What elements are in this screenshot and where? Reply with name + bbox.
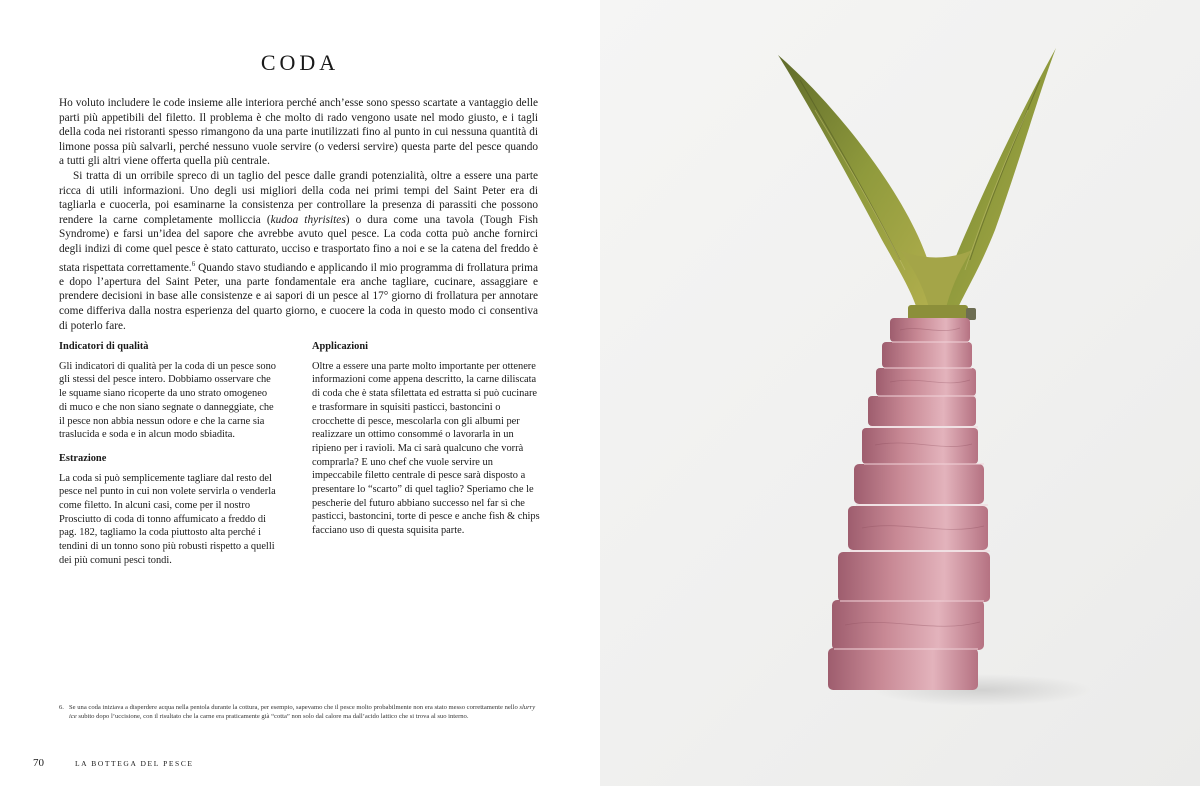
tail-fins <box>778 48 1056 321</box>
intro-italic-term: kudoa thyrisites <box>270 213 346 226</box>
quality-text: Gli indicatori di qualità per la coda di un pesce sono gli stessi del pesce intero. Dobbiamo osservare che le squame siano ricoperte da uno strato omogeneo di muco e che non siano segnate o danneggiate, che il pesce non abbia nessun odore e che la carne sia traslucida e soda e in alcun modo sbiadita. <box>59 360 276 441</box>
fish-tail-photo <box>600 0 1200 786</box>
footnote-number: 6. <box>59 704 64 711</box>
page-number: 70 <box>33 757 44 769</box>
footnote-text <box>59 703 539 721</box>
running-head: LA BOTTEGA DEL PESCE <box>75 759 194 768</box>
applications-heading: Applicazioni <box>312 341 369 352</box>
right-page-photo <box>600 0 1200 786</box>
footnote-text-part-1: Se una coda iniziava a disperdere acqua nella pentola durante la cottura, per esempio, sapevamo che il pesce molto probabilmente non era stato messo correttamente nello <box>69 704 520 711</box>
footnote-italic-term: slurry ice <box>69 704 536 720</box>
page-title: CODA <box>260 50 340 75</box>
left-column <box>59 340 277 578</box>
intro-paragraph-2-part-1: Si tratta di un orribile spreco di un taglio del pesce dalle grandi potenzialità, oltre a essere una parte ricca di utili informazioni. Uno degli usi migliori della coda nei primi tempi del Saint Peter era di tagliarla e cuocerla, poi esaminarne la consistenza per controllare la presenza di parassiti che possono rendere la carne completamente molliccia ( <box>59 169 538 226</box>
applications-text: Oltre a essere una parte molto importante per ottenere informazioni come appena descritto, la carne diliscata di coda che è stata sfilettata ed estratta si può cucinare e trasformare in squisiti pasticci, bastoncini o crocchette di pesce, mescolarla con gli albumi per realizzare un ottimo consommé o lavorarla in un ripieno per i ravioli. Ma ci sarà qualcuno che vorrà comprarla? E uno chef che vuole servire un impeccabile filetto centrale di pesce sarà disposto a presentare lo “scarto” di quel taglio? Speriamo che le pescherie del futuro abbiano successo nel far sì che pasticci, bastoncini, torte di pesce e anche fish & chips facciano uso di questa squisita parte. <box>312 360 540 537</box>
extraction-heading: Estrazione <box>59 452 107 464</box>
extraction-text: La coda si può semplicemente tagliare dal resto del pesce nel punto in cui non volete servirla o venderla come filetto. In alcuni casi, come per il nostro Prosciutto di coda di tonno affumicato a freddo di pag. 182, tagliamo la coda piuttosto alta perché i tendini di un tonno sono più robusti rispetto a quelli dei più comuni pesci tondi. <box>59 472 276 566</box>
intro-text <box>59 96 538 333</box>
tail-slices <box>828 318 990 690</box>
footnote-reference[interactable]: 6 <box>191 259 196 268</box>
intro-paragraph-2 <box>59 169 538 333</box>
footnote-text-part-2: subito dopo l’uccisione, con il risultato che la carne era praticamente già “cotta” non solo dal calore ma dall’acido lattico che si trova al suo interno. <box>76 713 469 720</box>
intro-paragraph-1: Ho voluto includere le code insieme alle interiora perché anch’esse sono spesso scartate a vantaggio delle parti più appetibili del filetto. Il problema è che molto di rado vengono usate nel modo giusto, e i tagli della coda nei ristoranti spesso rimangono da una parte inutilizzati fino al punto in cui nessuna quantità di limone possa più salvarli, perché nessuno vuole servire (o vedersi servire) questa parte del pesce quando a tutti gli altri viene offerta quella più centrale. <box>59 97 538 168</box>
quality-heading: Indicatori di qualità <box>59 341 149 352</box>
intro-paragraph-2-part-3: Quando stavo studiando e applicando il mio programma di frollatura prima e dopo l’apertura del Saint Peter, una parte fondamentale era anche tagliare, cucinare, assaggiare e prendere decisioni in base alle consistenze e ai sapori di un pesce al 17° giorno di frollatura per annotare come differiva dalla nostra esperienza del quarto giorno, e cuocere la coda in questo modo ci consentiva di poterlo fare. <box>59 261 538 332</box>
intro-paragraph-2-part-2: ) o dura come una tavola (Tough Fish Syndrome) e farsi un’idea del sapore che avrebbe avuto quel pesce. La coda cotta può anche fornirci degli indizi di come quel pesce è stato catturato, ucciso e trasportato fino a noi e se la catena del freddo è stata rispettata correttamente. <box>59 213 539 274</box>
right-column <box>312 340 540 548</box>
footnote <box>59 703 539 721</box>
